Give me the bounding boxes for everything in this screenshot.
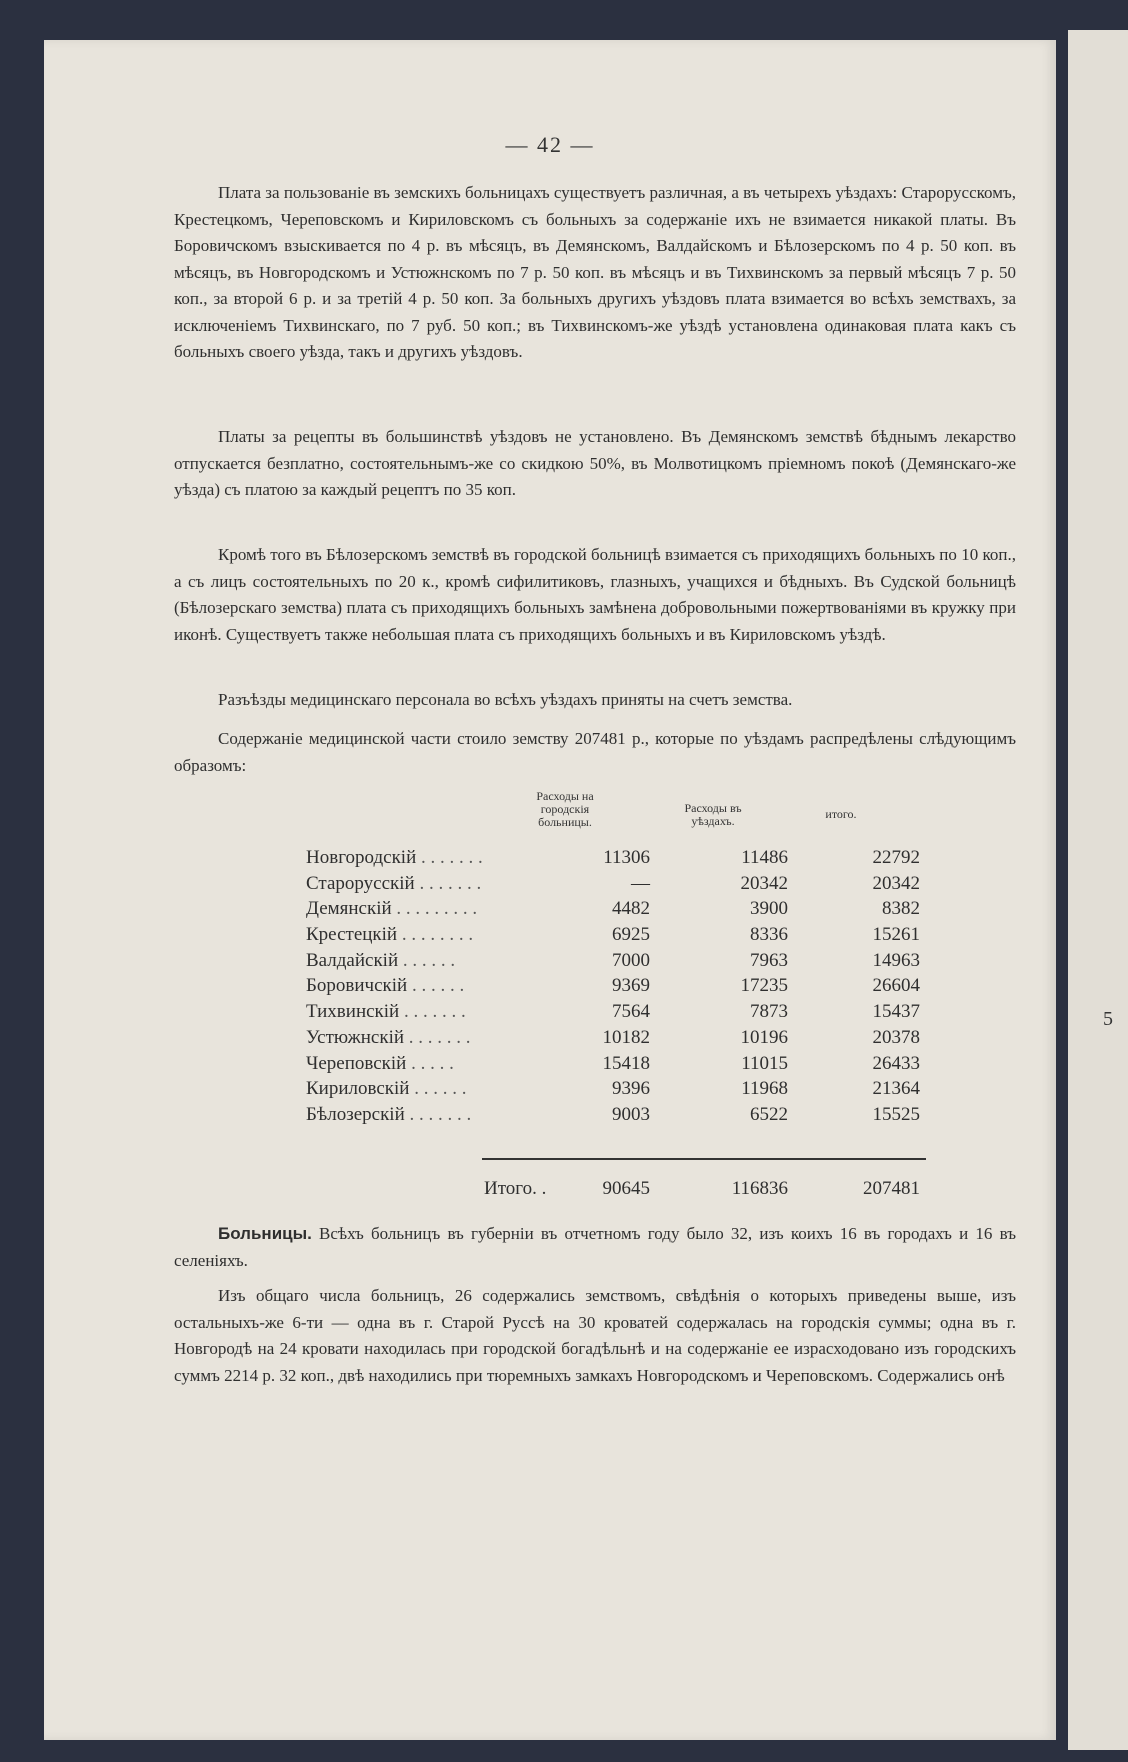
row-total: 8382	[882, 898, 920, 920]
table-row	[306, 847, 946, 873]
district-name: Старорусскій	[306, 872, 415, 894]
leader-dots: . . . . . .	[402, 949, 456, 971]
county-cost: 7963	[750, 949, 788, 971]
county-cost: 7873	[750, 1001, 788, 1023]
leader-dots: . . . . . . .	[419, 872, 482, 894]
table-row	[306, 1053, 946, 1079]
row-total: 26604	[872, 975, 920, 997]
district-name: Боровичскій	[306, 975, 408, 997]
total-label: Итого. .	[484, 1178, 547, 1199]
city-hospital-cost: 6925	[612, 924, 650, 946]
paragraph-hospitals: Больницы. Всѣхъ больницъ въ губерніи въ отчетномъ году было 32, изъ коихъ 16 въ городахъ и 16 въ селеніяхъ.	[174, 1224, 1016, 1270]
table-row	[306, 924, 946, 950]
total-city-hospital-cost: 90645	[602, 1178, 650, 1199]
table-header-total: итого.	[825, 807, 857, 821]
adjacent-page-edge	[1068, 30, 1128, 1750]
paragraph-travel: Разъѣзды медицинскаго персонала во всѣхъ уѣздахъ приняты на счетъ земства.	[218, 690, 793, 709]
district-name: Крестецкій	[306, 924, 398, 946]
city-hospital-cost: 4482	[612, 898, 650, 920]
district-name: Новгородскій	[306, 847, 417, 868]
page-number: — 42 —	[505, 132, 595, 157]
table-total-rule	[482, 1158, 926, 1160]
county-cost: 11486	[741, 847, 788, 868]
table-header-city-hospitals: Расходы на городскія больницы.	[536, 789, 594, 829]
row-total: 15261	[872, 924, 920, 946]
leader-dots: . . . . . .	[411, 975, 465, 997]
district-name: Валдайскій	[306, 949, 399, 971]
city-hospital-cost: 9003	[612, 1103, 650, 1125]
district-name: Устюжнскій	[306, 1026, 405, 1048]
leader-dots: . . . . . . . .	[401, 924, 474, 946]
row-total: 22792	[872, 847, 920, 868]
district-name: Бѣлозерскій	[306, 1103, 405, 1125]
city-hospital-cost: 9369	[612, 975, 650, 997]
city-hospital-cost: —	[631, 872, 650, 894]
leader-dots: . . . . . . .	[403, 1001, 466, 1023]
city-hospital-cost: 15418	[602, 1052, 650, 1074]
leader-dots: . . . . . .	[414, 1078, 467, 1100]
county-cost: 20342	[740, 872, 788, 894]
leader-dots: . . . . . . .	[409, 1103, 472, 1125]
row-total: 21364	[872, 1078, 920, 1100]
table-row	[306, 1027, 946, 1053]
row-total: 15525	[872, 1103, 920, 1125]
row-total: 15437	[872, 1001, 920, 1023]
district-name: Череповскій	[306, 1052, 407, 1074]
district-name: Демянскій	[306, 898, 392, 920]
paragraph-cost-intro: Содержаніе медицинской части стоило земству 207481 р., которые по уѣздамъ распредѣлены слѣдующимъ образомъ:	[174, 729, 1016, 775]
expenditure-table	[306, 847, 946, 1130]
row-total: 20342	[872, 872, 920, 894]
county-cost: 17235	[740, 975, 788, 997]
county-cost: 11968	[741, 1078, 788, 1100]
paragraph-fees: Плата за пользованіе въ земскихъ больницахъ существуетъ различная, а въ четырехъ уѣздахъ: Старорусскомъ, Крестецкомъ, Череповскомъ и Кириловскомъ съ больныхъ за содержаніе ихъ не взимается никакой платы. Въ Боровичскомъ взыскивается по 4 р. въ мѣсяцъ, въ Демянскомъ, Валдайскомъ и Бѣлозерскомъ по 4 р. 50 коп. въ мѣсяцъ, въ Новгородскомъ и Устюжнскомъ по 7 р. 50 коп. въ мѣсяцъ и въ Тихвинскомъ за первый мѣсяцъ 7 р. 50 коп., за второй 6 р. и за третій 4 р. 50 коп. За больныхъ другихъ уѣздовъ плата взимается во всѣхъ земствахъ, за исключеніемъ Тихвинскаго, по 7 руб. 50 коп.; въ Тихвинскомъ-же уѣздѣ установлена одинаковая плата какъ съ больныхъ своего уѣзда, такъ и другихъ уѣздовъ.	[174, 183, 1016, 361]
table-row	[306, 1104, 946, 1130]
table-row	[306, 1078, 946, 1104]
county-cost: 10196	[740, 1026, 788, 1048]
row-total: 20378	[872, 1026, 920, 1048]
paragraph-hospital-funding: Изъ общаго числа больницъ, 26 содержались земствомъ, свѣдѣнія о которыхъ приведены выше, изъ остальныхъ-же 6-ти — одна въ г. Старой Руссѣ на 30 кроватей содержалась на городскія суммы; одна въ г. Новгородѣ на 24 кровати находилась при городской богадѣльнѣ и на содержаніе ее израсходовано изъ городскихъ суммъ 2214 р. 32 коп., двѣ находились при тюремныхъ замкахъ Новгородскомъ и Череповскомъ. Содержались онѣ	[174, 1286, 1016, 1385]
city-hospital-cost: 7564	[612, 1001, 650, 1023]
table-total-row	[306, 1178, 946, 1206]
table-header-county: Расходы въ уѣздахъ.	[684, 801, 742, 828]
leader-dots: . . . . . . . . .	[396, 898, 478, 920]
total-county-cost: 116836	[731, 1178, 788, 1199]
leader-dots: . . . . . . .	[408, 1026, 471, 1048]
district-name: Тихвинскій	[306, 1001, 400, 1023]
section-heading: Больницы.	[218, 1224, 312, 1243]
table-row	[306, 898, 946, 924]
paragraph-outpatients: Кромѣ того въ Бѣлозерскомъ земствѣ въ городской больницѣ взимается съ приходящихъ больныхъ по 10 коп., а съ лицъ состоятельныхъ по 20 к., кромѣ сифилитиковъ, глазныхъ, учащихся и бѣдныхъ. Въ Судской больницѣ (Бѣлозерскаго земства) плата съ приходящихъ больныхъ замѣнена добровольными пожертвованіями въ кружку при иконѣ. Существуетъ также небольшая плата съ приходящихъ больныхъ и въ Кириловскомъ уѣздѣ.	[174, 545, 1016, 644]
row-total: 26433	[872, 1052, 920, 1074]
row-total: 14963	[872, 949, 920, 971]
city-hospital-cost: 9396	[612, 1078, 650, 1100]
leader-dots: . . . . .	[411, 1052, 454, 1074]
table-row	[306, 1001, 946, 1027]
city-hospital-cost: 11306	[603, 847, 650, 868]
county-cost: 3900	[750, 898, 788, 920]
county-cost: 11015	[741, 1052, 788, 1074]
district-name: Кириловскій	[306, 1078, 410, 1100]
paragraph-prescriptions: Платы за рецепты въ большинствѣ уѣздовъ не установлено. Въ Демянскомъ земствѣ бѣднымъ лекарство отпускается безплатно, состоятельнымъ-же со скидкою 50%, въ Молвотицкомъ пріемномъ покоѣ (Демянскаго-же уѣзда) съ платою за каждый рецептъ по 35 коп.	[174, 427, 1016, 499]
table-row	[306, 950, 946, 976]
table-row	[306, 975, 946, 1001]
county-cost: 8336	[750, 924, 788, 946]
table-row	[306, 873, 946, 899]
adjacent-page-fragment: 5	[1103, 1008, 1113, 1030]
leader-dots: . . . . . . .	[421, 847, 483, 868]
grand-total: 207481	[863, 1178, 920, 1199]
city-hospital-cost: 7000	[612, 949, 650, 971]
county-cost: 6522	[750, 1103, 788, 1125]
city-hospital-cost: 10182	[602, 1026, 650, 1048]
